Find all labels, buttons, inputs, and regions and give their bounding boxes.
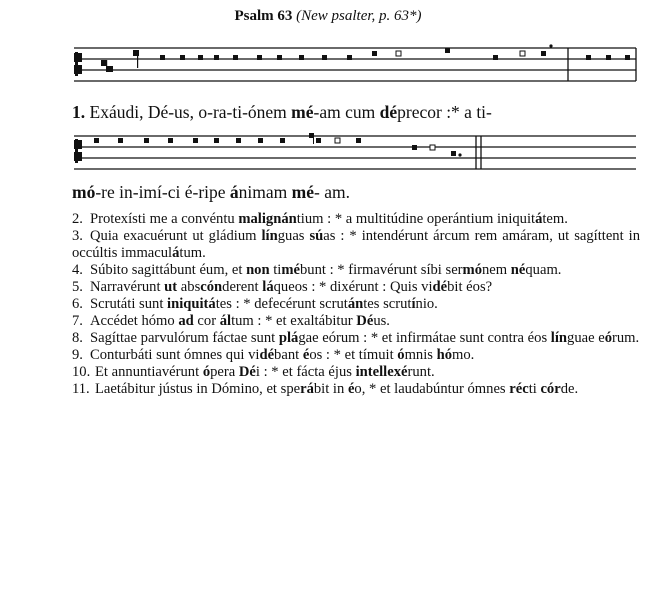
verse-text: quam. bbox=[525, 262, 562, 279]
verse-text: nio. bbox=[415, 296, 438, 313]
verse-number: 7. bbox=[72, 313, 83, 330]
verse-text: Conturbáti sunt ómnes qui vi bbox=[90, 347, 260, 364]
verse-text: Laetábitur jústus in Dómino, et spe bbox=[95, 381, 301, 398]
verse-text: Sagíttae parvulórum fáctae sunt bbox=[90, 330, 279, 347]
verse-text: tium : * a multitúdine operántium iniquit bbox=[296, 211, 536, 227]
neumes-staff-1 bbox=[74, 44, 630, 76]
verse-text: de. bbox=[560, 381, 579, 398]
verse-5 bbox=[72, 279, 640, 296]
chant-staff-2 bbox=[0, 124, 656, 184]
title-reference: (New psalter, p. 63*) bbox=[296, 8, 422, 24]
verse-number: 4. bbox=[72, 262, 83, 279]
verse-text: tes scrut bbox=[363, 296, 412, 313]
verse-text: Narravérunt bbox=[90, 279, 165, 296]
verse-text: rum. bbox=[612, 330, 640, 347]
verse-text: réc bbox=[509, 381, 529, 398]
verse-text: mo. bbox=[452, 347, 475, 364]
chant-staff-1 bbox=[0, 40, 656, 100]
verse-text: sú bbox=[309, 228, 324, 245]
verse-text: gae eórum : * et infirmátae sunt contra éos bbox=[298, 330, 551, 347]
verse-3 bbox=[72, 228, 640, 262]
verse-text: rá bbox=[300, 381, 314, 398]
verse-text: mnis bbox=[404, 347, 437, 364]
verse-text: tes : * defecérunt scrut bbox=[215, 296, 348, 313]
verse-text: iniquitá bbox=[167, 296, 216, 313]
verse-11 bbox=[72, 381, 640, 398]
verse-text: as : * intendérunt árcum rem amáram, ut sagíttent in occúltis immacul bbox=[72, 228, 640, 262]
verse-text: guae e bbox=[567, 330, 605, 347]
verse-text: lín bbox=[261, 228, 278, 245]
verse-text: bant bbox=[274, 347, 303, 364]
verse-number: 1. bbox=[72, 102, 86, 122]
verse-text: guas bbox=[277, 228, 310, 245]
verse-text: tem. bbox=[542, 211, 568, 227]
verse-text: ut bbox=[164, 279, 178, 296]
verse-text: ad bbox=[178, 313, 194, 330]
verse-10 bbox=[72, 364, 640, 381]
verse-2 bbox=[72, 211, 640, 228]
verse-text: ó bbox=[202, 364, 211, 381]
verse-text: intelle bbox=[355, 364, 394, 381]
verse-number: 10. bbox=[72, 364, 91, 381]
verse-number: 11. bbox=[72, 381, 90, 398]
verse-4 bbox=[72, 262, 640, 279]
verse-text: bunt : * firmavérunt síbi ser bbox=[300, 262, 463, 279]
verse-number: 6. bbox=[72, 296, 83, 313]
verse-6 bbox=[72, 296, 640, 313]
verse-text: us. bbox=[373, 313, 390, 330]
verse-text: é bbox=[347, 381, 355, 398]
verse-text: Protexísti me a convéntu bbox=[90, 211, 239, 227]
antiphon-line-1: 1. Exáudi, Dé-us, o-ra-ti-ónem mé-am cum déprecor :* a ti- bbox=[72, 102, 492, 122]
verse-text: Dé bbox=[238, 364, 256, 381]
antiphon-line-2: mó-re in-imí-ci é-ripe ánimam mé- am. bbox=[72, 182, 350, 202]
verse-text: á bbox=[172, 245, 180, 262]
verse-text: abs bbox=[177, 279, 201, 296]
verse-text: plá bbox=[278, 330, 299, 347]
verse-text: xé bbox=[393, 364, 408, 381]
verse-number: 3. bbox=[72, 228, 83, 245]
verse-text: mé bbox=[281, 262, 300, 279]
title-psalm: Psalm 63 bbox=[234, 8, 293, 24]
verse-7 bbox=[72, 313, 640, 330]
verse-text: tum. bbox=[179, 245, 206, 262]
verse-text: lá bbox=[262, 279, 274, 296]
verse-text: Quia exacuérunt ut gládium bbox=[90, 228, 262, 245]
verse-number: 8. bbox=[72, 330, 83, 347]
verse-text: cór bbox=[540, 381, 561, 398]
verse-text: cor bbox=[193, 313, 220, 330]
verse-text: ó bbox=[604, 330, 612, 347]
verse-9 bbox=[72, 347, 640, 364]
verse-text: í bbox=[411, 296, 416, 313]
verse-text: ó bbox=[397, 347, 405, 364]
verse-text: malignán bbox=[238, 211, 297, 227]
verse-text: non bbox=[246, 262, 270, 279]
verse-text: ál bbox=[219, 313, 232, 330]
verse-text: runt. bbox=[407, 364, 435, 381]
verse-text: é bbox=[302, 347, 310, 364]
verse-8 bbox=[72, 330, 640, 347]
verse-text: ti bbox=[269, 262, 282, 279]
verse-text: bit in bbox=[313, 381, 348, 398]
verse-text: Súbito sagittábunt éum, et bbox=[90, 262, 247, 279]
verse-text: dé bbox=[259, 347, 275, 364]
page-title bbox=[0, 8, 656, 25]
verse-text: án bbox=[347, 296, 364, 313]
verse-text: Et annuntiavérunt bbox=[95, 364, 203, 381]
verse-text: queos : * dixérunt : Quis vi bbox=[273, 279, 433, 296]
verse-text: hó bbox=[436, 347, 453, 364]
verse-text: Scrutáti sunt bbox=[90, 296, 168, 313]
verse-number: 5. bbox=[72, 279, 83, 296]
verse-number: 9. bbox=[72, 347, 83, 364]
verse-text: tum : * et exaltábitur bbox=[231, 313, 357, 330]
verse-text: pera bbox=[210, 364, 239, 381]
verse-text: cón bbox=[200, 279, 223, 296]
verse-text: ti bbox=[528, 381, 541, 398]
verse-text: Dé bbox=[356, 313, 374, 330]
verse-text: os : * et tímuit bbox=[309, 347, 398, 364]
verse-text: á bbox=[535, 211, 543, 227]
verse-text: o, * et laudabúntur ómnes bbox=[354, 381, 510, 398]
verse-number: 2. bbox=[72, 211, 83, 227]
verse-text: bit éos? bbox=[447, 279, 493, 296]
psalm-verses bbox=[72, 211, 640, 399]
verse-text: derent bbox=[222, 279, 263, 296]
verse-text: dé bbox=[432, 279, 448, 296]
verse-text: Accédet hómo bbox=[90, 313, 179, 330]
verse-text: lín bbox=[550, 330, 568, 347]
verse-text: né bbox=[510, 262, 526, 279]
verse-text: mó bbox=[462, 262, 482, 279]
verse-text: i : * et fácta éjus bbox=[255, 364, 356, 381]
verse-text: nem bbox=[482, 262, 511, 279]
